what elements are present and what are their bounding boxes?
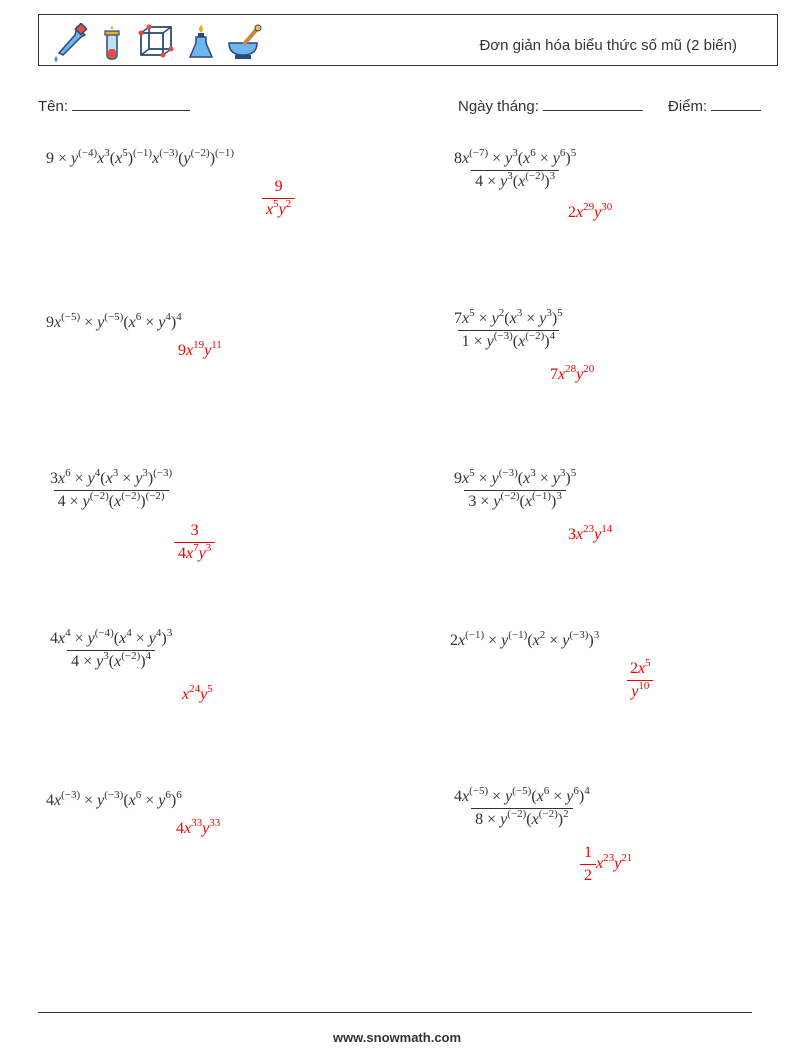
footer-divider [38,1012,752,1013]
date-blank[interactable] [543,96,643,111]
score-field[interactable] [668,96,761,115]
date-field[interactable] [458,96,643,115]
answer-5: $\frac{3}{4x^7y^3}$ [174,520,215,565]
worksheet-title: Đơn giản hóa biểu thức số mũ (2 biến) [479,37,737,54]
answer-3: $9x^{19}y^{11}$ [178,339,222,359]
problem-8: $2x^{(-1)} \times y^{(-1)}(x^2 \times y^{(-3)})^3$ [450,629,600,649]
worksheet-header [38,14,778,66]
header-icons [47,23,267,63]
answer-2: $2x^{29}y^{30}$ [568,201,613,221]
answer-10: $\frac{1}{2}$ $x^{23}y^{21}$ [580,842,632,887]
mortar-pestle-icon [223,23,267,63]
problem-10: $\frac{4x^{(-5)} \times y^{(-5)}(x^6 \times y^6)^4}{8 \times y^{(-2)}(x^{(-2)})^2}$ [450,786,594,831]
name-label: Tên: [38,98,69,115]
name-field[interactable] [38,96,190,115]
footer-url[interactable]: www.snowmath.com [332,1030,462,1045]
answer-9: $4x^{33}y^{33}$ [176,817,221,837]
name-blank[interactable] [72,96,190,111]
score-blank[interactable] [711,96,761,111]
problem-5: $\frac{3x^6 \times y^4(x^3 \times y^3)^{(-3)}}{4 \times y^{(-2)}(x^{(-2)})^{(-2)}}$ [46,468,176,513]
problem-6: $\frac{9x^5 \times y^{(-3)}(x^3 \times y^3)^5}{3 \times y^{(-2)}(x^{(-1)})^3}$ [450,468,580,513]
problem-7: $\frac{4x^4 \times y^{(-4)}(x^4 \times y^4)^3}{4 \times y^3(x^{(-2)})^4}$ [46,628,176,673]
problem-1: $9 \times y^{(-4)}x^3(x^5)^{(-1)}x^{(-3)}(y^{(-2)})^{(-1)}$ [46,147,235,167]
answer-6: $3x^{23}y^{14}$ [568,523,613,543]
answer-7: $x^{24}y^5$ [182,683,213,703]
test-tube-icon [91,23,135,63]
problem-4: $\frac{7x^5 \times y^2(x^3 \times y^3)^5}{1 \times y^{(-3)}(x^{(-2)})^4}$ [450,308,567,353]
problem-3: $9x^{(-5)} \times y^{(-5)}(x^6 \times y^4)^4$ [46,311,182,331]
answer-4: $7x^{28}y^{20}$ [550,363,595,383]
score-label: Điểm: [668,98,708,115]
date-label: Ngày tháng: [458,98,539,115]
dropper-icon [47,23,91,63]
flask-icon [179,23,223,63]
problem-9: $4x^{(-3)} \times y^{(-3)}(x^6 \times y^6)^6$ [46,789,182,809]
problem-2: $\frac{8x^{(-7)} \times y^3(x^6 \times y^6)^5}{4 \times y^3(x^{(-2)})^3}$ [450,148,580,193]
answer-1: $\frac{9}{x^5y^2}$ [262,176,295,221]
cube-icon [135,23,179,63]
answer-8: $\frac{2x^5}{y^{10}}$ [626,658,655,703]
